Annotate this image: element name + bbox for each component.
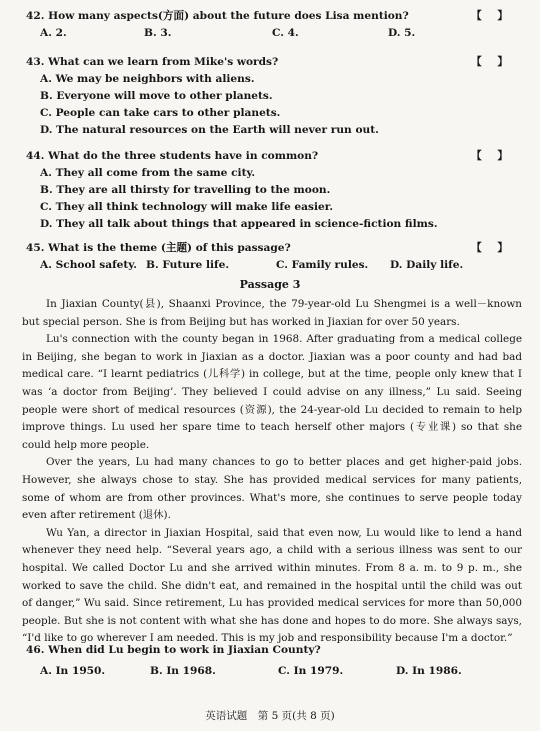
- option-44-c: C. They all think technology will make life easier.: [40, 201, 334, 213]
- option-45-b: B. Future life.: [146, 259, 230, 271]
- passage-paragraph-4: Wu Yan, a director in Jiaxian Hospital, said that even now, Lu would like to lend a hand whenever they need help. “Several years ago, a child with a serious illness was sent to our hospital. We called Doctor Lu and she arrived within minutes. From 8 a. m. to 9 p. m., she worked to save the child. She didn't eat, and remained in the hospital until the child was out of danger,” Wu said. Since retirement, Lu has provided medical services for more than 50,000 people. But she is not content with what she has done and hopes to do more. She always says, “I'd like to go wherever I am needed. This is my job and responsibility because I'm a doctor.”: [22, 526, 522, 645]
- option-43-a: A. We may be neighbors with aliens.: [40, 73, 255, 85]
- question-45-stem: 45. What is the theme (主题) of this passage?: [26, 242, 291, 254]
- option-46-c: C. In 1979.: [278, 665, 344, 677]
- option-45-c: C. Family rules.: [276, 259, 369, 271]
- question-43-stem: 43. What can we learn from Mike's words?: [26, 56, 279, 68]
- option-45-d: D. Daily life.: [390, 259, 464, 271]
- option-42-c: C. 4.: [272, 27, 299, 39]
- question-43: [26, 54, 526, 139]
- option-44-d: D. They all talk about things that appeared in science-fiction films.: [40, 218, 438, 230]
- option-43-d: D. The natural resources on the Earth will never run out.: [40, 124, 379, 136]
- passage-paragraph-1: In Jiaxian County(县), Shaanxi Province, the 79-year-old Lu Shengmei is a well－known but special person. She is from Beijing but has worked in Jiaxian for over 50 years.: [22, 298, 522, 328]
- answer-bracket-43: 【 】: [471, 56, 514, 68]
- question-45: [26, 240, 526, 274]
- option-46-d: D. In 1986.: [396, 665, 462, 677]
- answer-bracket-44: 【 】: [471, 150, 514, 162]
- question-42-options: [26, 25, 526, 42]
- option-46-b: B. In 1968.: [150, 665, 216, 677]
- option-42-a: A. 2.: [40, 27, 67, 39]
- answer-bracket-45: 【 】: [471, 242, 514, 254]
- option-42-d: D. 5.: [388, 27, 416, 39]
- option-46-a: A. In 1950.: [40, 665, 106, 677]
- question-46: [26, 642, 526, 680]
- passage-paragraph-3: Over the years, Lu had many chances to go to better places and get higher-paid jobs. However, she always chose to stay. She has provided medical services for many patients, some of whom are from other provinces. What's more, she continues to serve people today even after retirement (退休).: [22, 456, 522, 522]
- option-44-a: A. They all come from the same city.: [40, 167, 256, 179]
- passage-body: [22, 296, 522, 648]
- passage-title: Passage 3: [239, 278, 301, 291]
- question-46-options: [26, 663, 526, 680]
- question-42: [26, 8, 526, 42]
- question-46-stem: 46. When did Lu begin to work in Jiaxian County?: [26, 644, 321, 656]
- option-44-b: B. They are all thirsty for travelling to the moon.: [40, 184, 331, 196]
- answer-bracket-42: 【 】: [471, 10, 514, 22]
- option-43-c: C. People can take cars to other planets.: [40, 107, 281, 119]
- question-44: [26, 148, 526, 233]
- page-footer: 英语试题 第 5 页(共 8 页): [205, 710, 335, 722]
- option-42-b: B. 3.: [144, 27, 172, 39]
- passage-paragraph-2: Lu's connection with the county began in 1968. After graduating from a medical college in Beijing, she began to work in Jiaxian as a doctor. Jiaxian was a poor county and had bad medical care. “I learnt pediatrics (儿科学) in college, but at the time, people only knew that I was ‘a doctor from Beijing’. They believed I could advise on any illness,” Lu said. Seeing people were short of medical resources (资源), the 24-year-old Lu decided to remain to help improve things. Lu used her spare time to teach herself other majors (专业课) so that she could help more people.: [22, 333, 522, 451]
- question-45-options: [26, 257, 526, 274]
- question-42-stem: 42. How many aspects(方面) about the future does Lisa mention?: [26, 10, 409, 22]
- option-43-b: B. Everyone will move to other planets.: [40, 90, 273, 102]
- option-45-a: A. School safety.: [40, 259, 137, 271]
- question-44-stem: 44. What do the three students have in common?: [26, 150, 319, 162]
